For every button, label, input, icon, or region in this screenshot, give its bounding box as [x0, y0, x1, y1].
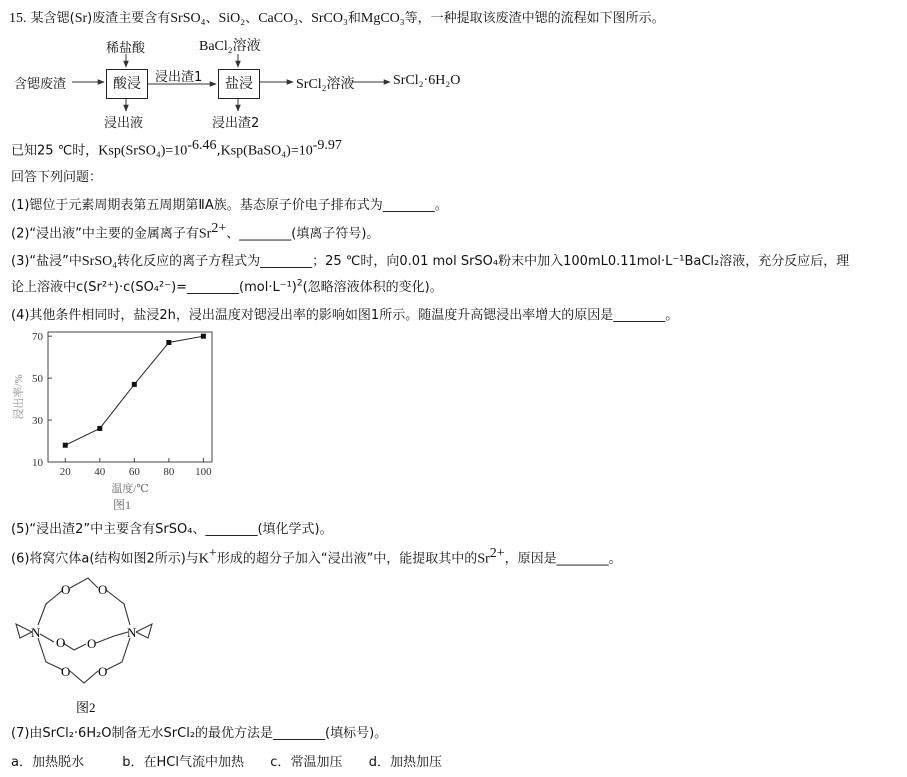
q6-sr: Sr [477, 551, 490, 567]
figure-1-caption: 图1 [112, 498, 132, 512]
y-tick-label: 70 [32, 331, 43, 344]
stem-part-a: 某含锶( [30, 11, 75, 26]
compound-4: SrCO₃ [311, 11, 348, 26]
option-c [270, 755, 342, 770]
option-b-text: 在HCl气流中加热 [143, 755, 244, 770]
stem-part-b: )废渣主要含有 [87, 11, 171, 26]
option-d-key: d． [368, 755, 390, 770]
q2-text-a: (2)“浸出液”中主要的金属离子有 [11, 226, 199, 242]
x-axis-label: 温度/℃ [111, 483, 149, 495]
data-point [201, 334, 206, 339]
flow-reagent-2: BaCl₂溶液 [199, 39, 261, 54]
ksp-baso4-exponent: -9.97 [312, 138, 342, 153]
q6-k: K [198, 551, 209, 567]
flow-arrows [0, 0, 480, 132]
data-point [97, 426, 102, 431]
o-atom-mid-right: O [87, 636, 97, 651]
separator: 、 [298, 11, 312, 26]
option-d-text: 加热加压 [390, 755, 443, 770]
plot-frame [48, 332, 212, 462]
q3-line2-b: (忽略溶液体积的变化)。 [302, 280, 443, 295]
compound-1: SrSO₄ [170, 11, 206, 26]
q2-ion-charge: 2+ [211, 221, 227, 236]
ksp-srso4-exponent: -6.46 [187, 138, 217, 153]
q6-text-b: 形成的超分子加入“浸出液”中，能提取其中的 [216, 551, 478, 567]
separator: 、 [245, 11, 259, 26]
o-atom-top-right: O [98, 582, 108, 597]
q3-line2-sup: 2 [296, 278, 303, 289]
data-point [166, 340, 171, 345]
flow-product-crystal: SrCl₂·6H₂O [393, 73, 461, 88]
figure-2-caption: 图2 [76, 700, 96, 715]
stem-part-c: 等，一种提取该废渣中锶的流程如下图所示。 [404, 11, 665, 26]
q3-text-b: 转化反应的离子方程式为________；25 ℃时，向0.01 mol SrSO₄粉末中加入100mL0.11mol·L⁻¹BaCl₂溶液，充分反应后，理 [117, 254, 850, 269]
option-a [11, 755, 84, 770]
n-atom-right: N [127, 625, 137, 640]
data-point [63, 443, 68, 448]
flow-residue-2: 浸出渣2 [212, 116, 260, 131]
question-3-line-2 [11, 276, 443, 295]
question-number: 15. [9, 11, 27, 26]
options [11, 751, 442, 770]
x-tick-label: 40 [94, 466, 106, 478]
ksp-baso4: Ksp(BaSO₄)=10 [220, 143, 313, 159]
flow-leachate: 浸出液 [104, 116, 144, 131]
y-tick-label: 50 [32, 373, 43, 386]
x-tick-label: 100 [195, 466, 212, 478]
y-tick-label: 10 [32, 457, 43, 469]
data-point [132, 382, 137, 387]
separator: 、 [205, 11, 219, 26]
and-word: 和 [347, 11, 361, 26]
q6-k-charge: + [208, 546, 217, 561]
option-b [122, 755, 244, 770]
figure-1-chart [8, 326, 220, 512]
compound-2: SiO₂ [218, 11, 246, 26]
q2-ion: Sr [198, 226, 212, 242]
question-4: (4)其他条件相同时，盐浸2h，浸出温度对锶浸出率的影响如图1所示。随温度升高锶浸出率增大的原因是________。 [11, 308, 679, 323]
q2-text-b: 、________(填离子符号)。 [226, 226, 380, 242]
q6-text-c: ，原因是________。 [504, 551, 622, 567]
question-7: (7)由SrCl₂·6H₂O制备无水SrCl₂的最优方法是________(填标号)。 [11, 726, 388, 741]
x-tick-label: 20 [59, 466, 71, 478]
flow-product-solution: SrCl₂溶液 [296, 77, 355, 92]
o-atom-top-left: O [61, 582, 71, 597]
o-atom-bottom-left: O [61, 664, 71, 679]
comma: , [216, 143, 221, 159]
sr-symbol: Sr [74, 11, 88, 26]
question-2 [11, 221, 379, 242]
question-3-line-1 [11, 250, 849, 270]
compound-5: MgCO₃ [360, 11, 405, 26]
question-1: (1)锶位于元素周期表第五周期第ⅡA族。基态原子价电子排布式为________。 [11, 198, 448, 213]
option-c-key: c． [270, 755, 291, 770]
q3-text-a: (3)“盐浸”中 [11, 254, 82, 269]
ksp-srso4: Ksp(SrSO₄)=10 [98, 143, 188, 159]
o-atom-bottom-right: O [98, 664, 108, 679]
q6-sr-charge: 2+ [489, 546, 505, 561]
flow-step-salt-leach: 盐浸 [218, 69, 260, 99]
option-b-key: b． [122, 755, 144, 770]
flow-mid-residue: 浸出渣1 [155, 70, 203, 85]
answer-prompt: 回答下列问题： [11, 170, 103, 185]
o-atom-mid-left: O [56, 635, 66, 650]
n-atom-left: N [31, 625, 41, 640]
known-ksp [11, 138, 342, 159]
option-a-text: 加热脱水 [31, 755, 84, 770]
flow-reagent-1: 稀盐酸 [106, 41, 146, 56]
q3-formula: SrSO₄ [81, 254, 118, 269]
flow-input: 含锶废渣 [14, 77, 67, 92]
q6-text-a: (6)将窝穴体a(结构如图2所示)与 [11, 551, 199, 567]
option-d [369, 755, 442, 770]
question-6 [11, 546, 622, 567]
q3-line2-a: 论上溶液中c(Sr²⁺)·c(SO₄²⁻)=________(mol·L⁻¹) [11, 280, 297, 295]
known-prefix: 已知25 ℃时， [11, 143, 99, 159]
figure-2-cryptand [10, 566, 160, 718]
compound-3: CaCO₃ [258, 11, 299, 26]
x-tick-label: 60 [128, 466, 140, 478]
option-a-key: a． [11, 755, 32, 770]
x-tick-label: 80 [163, 466, 175, 478]
series-line [65, 336, 203, 445]
question-5: (5)“浸出渣2”中主要含有SrSO₄、________(填化学式)。 [11, 522, 333, 537]
flow-step-acid-leach: 酸浸 [106, 69, 148, 99]
y-axis-label: 浸出率/% [13, 374, 25, 420]
y-tick-label: 30 [32, 415, 43, 428]
option-c-text: 常温加压 [290, 755, 343, 770]
